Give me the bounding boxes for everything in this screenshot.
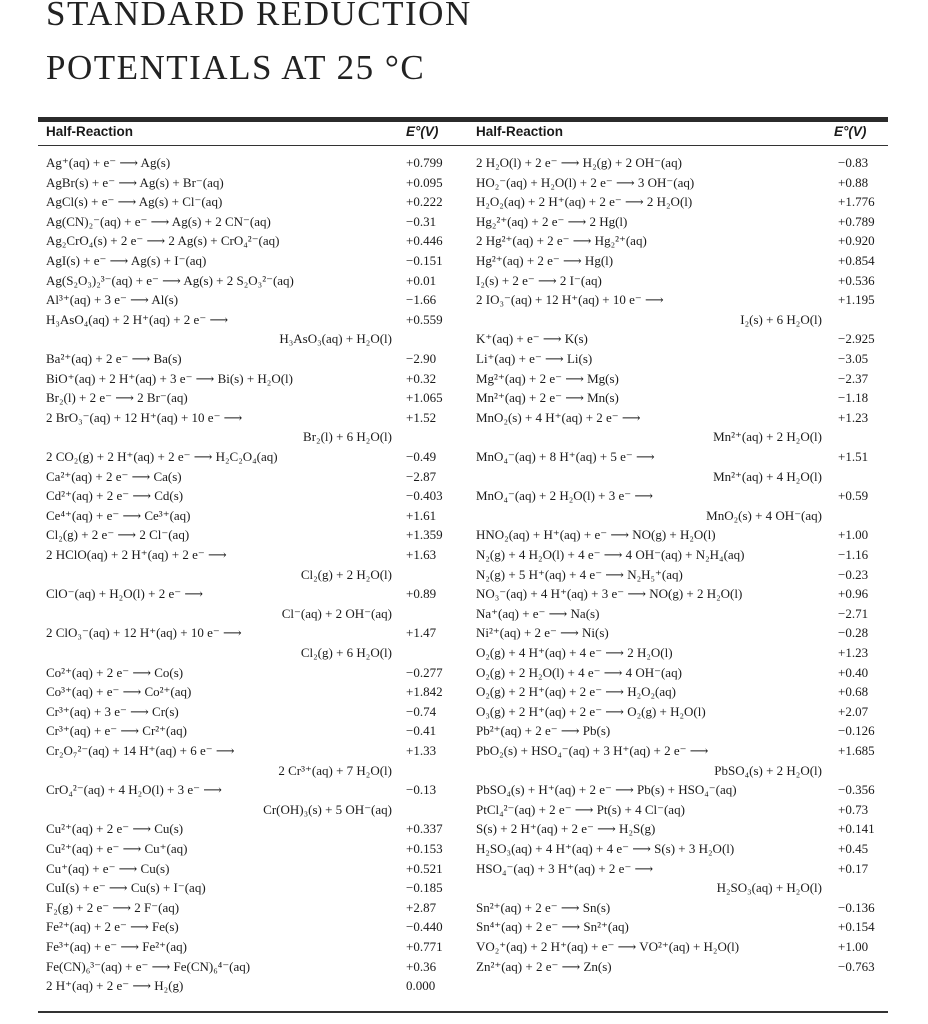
half-reaction: Fe³⁺(aq) + e⁻ ⟶ Fe²⁺(aq) xyxy=(46,939,187,954)
half-reaction: Hg²⁺(aq) + 2 e⁻ ⟶ Hg(l) xyxy=(476,253,614,268)
potential-value: +0.59 xyxy=(838,488,869,504)
half-reaction: AgBr(s) + e⁻ ⟶ Ag(s) + Br⁻(aq) xyxy=(46,174,224,190)
potential-value: +1.195 xyxy=(838,292,875,308)
half-reaction: Fe²⁺(aq) + 2 e⁻ ⟶ Fe(s) xyxy=(46,919,179,935)
half-reaction: ClO⁻(aq) + H₂O(l) + 2 e⁻ ⟶ xyxy=(46,586,203,602)
potential-value: +1.33 xyxy=(406,743,437,758)
half-reaction: Ba²⁺(aq) + 2 e⁻ ⟶ Ba(s) xyxy=(46,351,182,366)
table-header-rule xyxy=(38,145,888,146)
half-reaction: Cu²⁺(aq) + e⁻ ⟶ Cu⁺(aq) xyxy=(46,841,188,856)
potential-value: +0.559 xyxy=(406,311,443,327)
potential-value: +1.685 xyxy=(838,743,875,758)
potential-value: +0.73 xyxy=(838,801,869,817)
potential-value: +1.47 xyxy=(406,625,437,641)
half-reaction: AgCl(s) + e⁻ ⟶ Ag(s) + Cl⁻(aq) xyxy=(46,194,223,210)
potential-value: −0.23 xyxy=(838,566,869,582)
potential-value: +1.23 xyxy=(838,409,869,425)
potential-value: −0.136 xyxy=(838,899,875,915)
half-reaction: K⁺(aq) + e⁻ ⟶ K(s) xyxy=(476,331,588,347)
potential-value: −0.28 xyxy=(838,625,869,641)
half-reaction: Hg₂²⁺(aq) + 2 e⁻ ⟶ 2 Hg(l) xyxy=(476,213,628,229)
half-reaction: H₃AsO₃(aq) + H₂O(l) xyxy=(279,331,392,347)
potential-value: +1.359 xyxy=(406,527,443,543)
potential-value: +0.153 xyxy=(406,841,443,856)
potential-value: +0.154 xyxy=(838,919,875,935)
potential-value: −0.41 xyxy=(406,723,437,739)
half-reaction: Ag⁺(aq) + e⁻ ⟶ Ag(s) xyxy=(46,155,171,170)
half-reaction: Ca²⁺(aq) + 2 e⁻ ⟶ Ca(s) xyxy=(46,468,182,484)
half-reaction: H₂O₂(aq) + 2 H⁺(aq) + 2 e⁻ ⟶ 2 H₂O(l) xyxy=(476,194,693,210)
half-reaction: Cr³⁺(aq) + e⁻ ⟶ Cr²⁺(aq) xyxy=(46,723,187,739)
potential-value: +1.51 xyxy=(838,449,869,464)
half-reaction: N₂(g) + 5 H⁺(aq) + 4 e⁻ ⟶ N₂H₅⁺(aq) xyxy=(476,566,683,582)
potential-value: +0.771 xyxy=(406,939,443,954)
half-reaction: PbSO₄(s) + H⁺(aq) + 2 e⁻ ⟶ Pb(s) + HSO₄⁻(aq) xyxy=(476,782,737,798)
potential-value: −2.925 xyxy=(838,331,875,347)
half-reaction: PbSO₄(s) + 2 H₂O(l) xyxy=(714,762,822,778)
potential-value: −1.16 xyxy=(838,547,869,562)
half-reaction: I₂(s) + 6 H₂O(l) xyxy=(740,311,822,327)
potential-value: −0.83 xyxy=(838,155,869,170)
potential-value: −0.74 xyxy=(406,703,437,719)
half-reaction: CrO₄²⁻(aq) + 4 H₂O(l) + 3 e⁻ ⟶ xyxy=(46,782,222,798)
potential-value: +0.536 xyxy=(838,272,875,288)
half-reaction: 2 HClO(aq) + 2 H⁺(aq) + 2 e⁻ ⟶ xyxy=(46,547,227,562)
half-reaction: HSO₄⁻(aq) + 3 H⁺(aq) + 2 e⁻ ⟶ xyxy=(476,860,654,876)
half-reaction: Fe(CN)₆³⁻(aq) + e⁻ ⟶ Fe(CN)₆⁴⁻(aq) xyxy=(46,958,251,974)
potential-value: +0.789 xyxy=(838,213,875,229)
potential-value: +0.32 xyxy=(406,370,437,386)
half-reaction: Co²⁺(aq) + 2 e⁻ ⟶ Co(s) xyxy=(46,664,184,680)
potential-value: −0.356 xyxy=(838,782,875,798)
left-half-reaction-header: Half-Reaction xyxy=(46,124,134,139)
potential-value: +0.920 xyxy=(838,233,875,249)
potential-value: +0.68 xyxy=(838,684,869,700)
page-title-line-2: POTENTIALS AT 25 °C xyxy=(46,48,426,87)
half-reaction: Mg²⁺(aq) + 2 e⁻ ⟶ Mg(s) xyxy=(476,370,619,386)
potential-value: +0.01 xyxy=(406,272,437,288)
half-reaction: 2 H⁺(aq) + 2 e⁻ ⟶ H₂(g) xyxy=(46,978,184,994)
half-reaction: H₂SO₃(aq) + 4 H⁺(aq) + 4 e⁻ ⟶ S(s) + 3 H₂O(l) xyxy=(476,841,735,856)
potential-value: +0.36 xyxy=(406,958,437,974)
half-reaction: S(s) + 2 H⁺(aq) + 2 e⁻ ⟶ H₂S(g) xyxy=(476,821,656,837)
right-half-reaction-header: Half-Reaction xyxy=(476,124,564,139)
half-reaction: Cr(OH)₃(s) + 5 OH⁻(aq) xyxy=(263,801,392,817)
half-reaction: O₂(g) + 2 H₂O(l) + 4 e⁻ ⟶ 4 OH⁻(aq) xyxy=(476,664,682,680)
potential-value: +1.23 xyxy=(838,645,869,660)
potential-value: +1.63 xyxy=(406,547,437,562)
potential-value: +0.446 xyxy=(406,233,443,249)
potential-value: +1.52 xyxy=(406,409,437,425)
potential-value: +1.61 xyxy=(406,507,437,523)
half-reaction: Cd²⁺(aq) + 2 e⁻ ⟶ Cd(s) xyxy=(46,488,184,504)
table-top-rule xyxy=(38,117,888,122)
potential-value: +0.45 xyxy=(838,841,869,856)
half-reaction: O₂(g) + 4 H⁺(aq) + 4 e⁻ ⟶ 2 H₂O(l) xyxy=(476,645,673,660)
half-reaction: N₂(g) + 4 H₂O(l) + 4 e⁻ ⟶ 4 OH⁻(aq) + N₂H₄(aq) xyxy=(476,547,745,562)
potential-value: −0.185 xyxy=(406,880,443,896)
half-reaction: Mn²⁺(aq) + 2 H₂O(l) xyxy=(713,429,822,445)
potential-value: +0.96 xyxy=(838,586,869,602)
half-reaction: Ce⁴⁺(aq) + e⁻ ⟶ Ce³⁺(aq) xyxy=(46,507,191,523)
half-reaction: Cl⁻(aq) + 2 OH⁻(aq) xyxy=(281,605,392,621)
half-reaction: 2 BrO₃⁻(aq) + 12 H⁺(aq) + 10 e⁻ ⟶ xyxy=(46,409,243,425)
half-reaction: Cl₂(g) + 6 H₂O(l) xyxy=(300,645,392,660)
half-reaction: Cr³⁺(aq) + 3 e⁻ ⟶ Cr(s) xyxy=(46,703,179,719)
half-reaction: Sn⁴⁺(aq) + 2 e⁻ ⟶ Sn²⁺(aq) xyxy=(476,919,629,935)
half-reaction: Cl₂(g) + 2 e⁻ ⟶ 2 Cl⁻(aq) xyxy=(46,527,190,543)
page-title-line-1: STANDARD REDUCTION xyxy=(46,0,472,33)
potential-value: −2.90 xyxy=(406,351,437,366)
left-potential-header: E°(V) xyxy=(406,124,439,139)
potential-value: −0.151 xyxy=(406,253,443,268)
half-reaction: NO₃⁻(aq) + 4 H⁺(aq) + 3 e⁻ ⟶ NO(g) + 2 H₂O(l) xyxy=(476,586,743,602)
half-reaction: H₂SO₃(aq) + H₂O(l) xyxy=(716,880,822,896)
half-reaction: MnO₄⁻(aq) + 2 H₂O(l) + 3 e⁻ ⟶ xyxy=(476,488,654,504)
potential-value: +0.141 xyxy=(838,821,875,837)
half-reaction: PtCl₄²⁻(aq) + 2 e⁻ ⟶ Pt(s) + 4 Cl⁻(aq) xyxy=(476,801,685,817)
half-reaction: MnO₂(s) + 4 H⁺(aq) + 2 e⁻ ⟶ xyxy=(476,409,641,425)
potential-value: +0.222 xyxy=(406,194,443,210)
potential-value: −0.403 xyxy=(406,488,443,504)
potential-value: +0.88 xyxy=(838,174,869,190)
right-potential-header: E°(V) xyxy=(834,124,867,139)
potential-value: +0.337 xyxy=(406,821,443,837)
potential-value: −3.05 xyxy=(838,351,869,366)
half-reaction: Mn²⁺(aq) + 4 H₂O(l) xyxy=(713,468,822,484)
potential-value: +2.07 xyxy=(838,703,869,719)
half-reaction: CuI(s) + e⁻ ⟶ Cu(s) + I⁻(aq) xyxy=(46,880,206,896)
potential-value: −0.763 xyxy=(838,958,875,974)
potential-value: +2.87 xyxy=(406,899,437,915)
potential-value: −0.126 xyxy=(838,723,875,739)
half-reaction: 2 H₂O(l) + 2 e⁻ ⟶ H₂(g) + 2 OH⁻(aq) xyxy=(476,155,682,170)
potential-value: −0.277 xyxy=(406,664,443,680)
potential-value: 0.000 xyxy=(406,978,436,994)
table-bottom-rule xyxy=(38,1011,888,1013)
half-reaction: 2 ClO₃⁻(aq) + 12 H⁺(aq) + 10 e⁻ ⟶ xyxy=(46,625,242,641)
potential-value: +0.40 xyxy=(838,664,869,680)
half-reaction: Cl₂(g) + 2 H₂O(l) xyxy=(300,566,392,582)
half-reaction: 2 Hg²⁺(aq) + 2 e⁻ ⟶ Hg₂²⁺(aq) xyxy=(476,233,647,249)
half-reaction: MnO₄⁻(aq) + 8 H⁺(aq) + 5 e⁻ ⟶ xyxy=(476,449,655,464)
half-reaction: Ag(S₂O₃)₂³⁻(aq) + e⁻ ⟶ Ag(s) + 2 S₂O₃²⁻(aq) xyxy=(46,272,294,288)
half-reaction: I₂(s) + 2 e⁻ ⟶ 2 I⁻(aq) xyxy=(476,272,602,288)
potential-value: +0.854 xyxy=(838,253,875,268)
potential-value: −1.66 xyxy=(406,292,437,308)
half-reaction: BiO⁺(aq) + 2 H⁺(aq) + 3 e⁻ ⟶ Bi(s) + H₂O(l) xyxy=(46,370,293,386)
potential-value: +0.095 xyxy=(406,174,443,190)
half-reaction: Cu²⁺(aq) + 2 e⁻ ⟶ Cu(s) xyxy=(46,821,184,837)
potential-value: +1.776 xyxy=(838,194,875,210)
half-reaction: Cr₂O₇²⁻(aq) + 14 H⁺(aq) + 6 e⁻ ⟶ xyxy=(46,743,235,758)
half-reaction: MnO₂(s) + 4 OH⁻(aq) xyxy=(706,507,822,523)
potential-value: +1.065 xyxy=(406,390,443,406)
half-reaction: Li⁺(aq) + e⁻ ⟶ Li(s) xyxy=(476,351,593,366)
half-reaction: Co³⁺(aq) + e⁻ ⟶ Co²⁺(aq) xyxy=(46,684,192,700)
half-reaction: Zn²⁺(aq) + 2 e⁻ ⟶ Zn(s) xyxy=(476,958,612,974)
half-reaction: O₃(g) + 2 H⁺(aq) + 2 e⁻ ⟶ O₂(g) + H₂O(l) xyxy=(476,703,706,719)
half-reaction: Na⁺(aq) + e⁻ ⟶ Na(s) xyxy=(476,605,600,621)
half-reaction: Mn²⁺(aq) + 2 e⁻ ⟶ Mn(s) xyxy=(476,390,619,406)
potential-value: −2.37 xyxy=(838,370,869,386)
potential-value: −2.71 xyxy=(838,605,869,621)
half-reaction: H₃AsO₄(aq) + 2 H⁺(aq) + 2 e⁻ ⟶ xyxy=(46,311,229,327)
potential-value: +0.89 xyxy=(406,586,437,602)
half-reaction: PbO₂(s) + HSO₄⁻(aq) + 3 H⁺(aq) + 2 e⁻ ⟶ xyxy=(476,743,709,758)
half-reaction: HO₂⁻(aq) + H₂O(l) + 2 e⁻ ⟶ 3 OH⁻(aq) xyxy=(476,174,695,190)
potential-value: −0.31 xyxy=(406,213,437,229)
half-reaction: Cu⁺(aq) + e⁻ ⟶ Cu(s) xyxy=(46,860,170,876)
half-reaction: F₂(g) + 2 e⁻ ⟶ 2 F⁻(aq) xyxy=(46,899,180,915)
half-reaction: Pb²⁺(aq) + 2 e⁻ ⟶ Pb(s) xyxy=(476,723,611,739)
potential-value: +1.00 xyxy=(838,527,869,543)
half-reaction: Al³⁺(aq) + 3 e⁻ ⟶ Al(s) xyxy=(46,292,179,308)
potential-value: −0.440 xyxy=(406,919,443,935)
half-reaction: Ag(CN)₂⁻(aq) + e⁻ ⟶ Ag(s) + 2 CN⁻(aq) xyxy=(46,213,271,229)
half-reaction: O₂(g) + 2 H⁺(aq) + 2 e⁻ ⟶ H₂O₂(aq) xyxy=(476,684,676,700)
half-reaction: VO₂⁺(aq) + 2 H⁺(aq) + e⁻ ⟶ VO²⁺(aq) + H₂O(l) xyxy=(476,939,740,954)
potential-value: +0.799 xyxy=(406,155,443,170)
half-reaction: Sn²⁺(aq) + 2 e⁻ ⟶ Sn(s) xyxy=(476,899,611,915)
half-reaction: Br₂(l) + 2 e⁻ ⟶ 2 Br⁻(aq) xyxy=(46,390,188,406)
potential-value: +0.17 xyxy=(838,860,869,876)
half-reaction: Br₂(l) + 6 H₂O(l) xyxy=(303,429,392,445)
potential-value: −2.87 xyxy=(406,468,437,484)
half-reaction: 2 Cr³⁺(aq) + 7 H₂O(l) xyxy=(278,762,392,778)
half-reaction: HNO₂(aq) + H⁺(aq) + e⁻ ⟶ NO(g) + H₂O(l) xyxy=(476,527,716,543)
half-reaction: AgI(s) + e⁻ ⟶ Ag(s) + I⁻(aq) xyxy=(46,253,207,268)
potential-value: +1.842 xyxy=(406,684,443,700)
potential-value: −0.49 xyxy=(406,449,437,464)
potential-value: +0.521 xyxy=(406,860,443,876)
potential-value: +1.00 xyxy=(838,939,869,954)
half-reaction: 2 CO₂(g) + 2 H⁺(aq) + 2 e⁻ ⟶ H₂C₂O₄(aq) xyxy=(46,449,278,464)
potential-value: −1.18 xyxy=(838,390,869,406)
half-reaction: Ag₂CrO₄(s) + 2 e⁻ ⟶ 2 Ag(s) + CrO₄²⁻(aq) xyxy=(46,233,280,249)
potential-value: −0.13 xyxy=(406,782,437,798)
half-reaction: 2 IO₃⁻(aq) + 12 H⁺(aq) + 10 e⁻ ⟶ xyxy=(476,292,664,308)
half-reaction: Ni²⁺(aq) + 2 e⁻ ⟶ Ni(s) xyxy=(476,625,609,641)
